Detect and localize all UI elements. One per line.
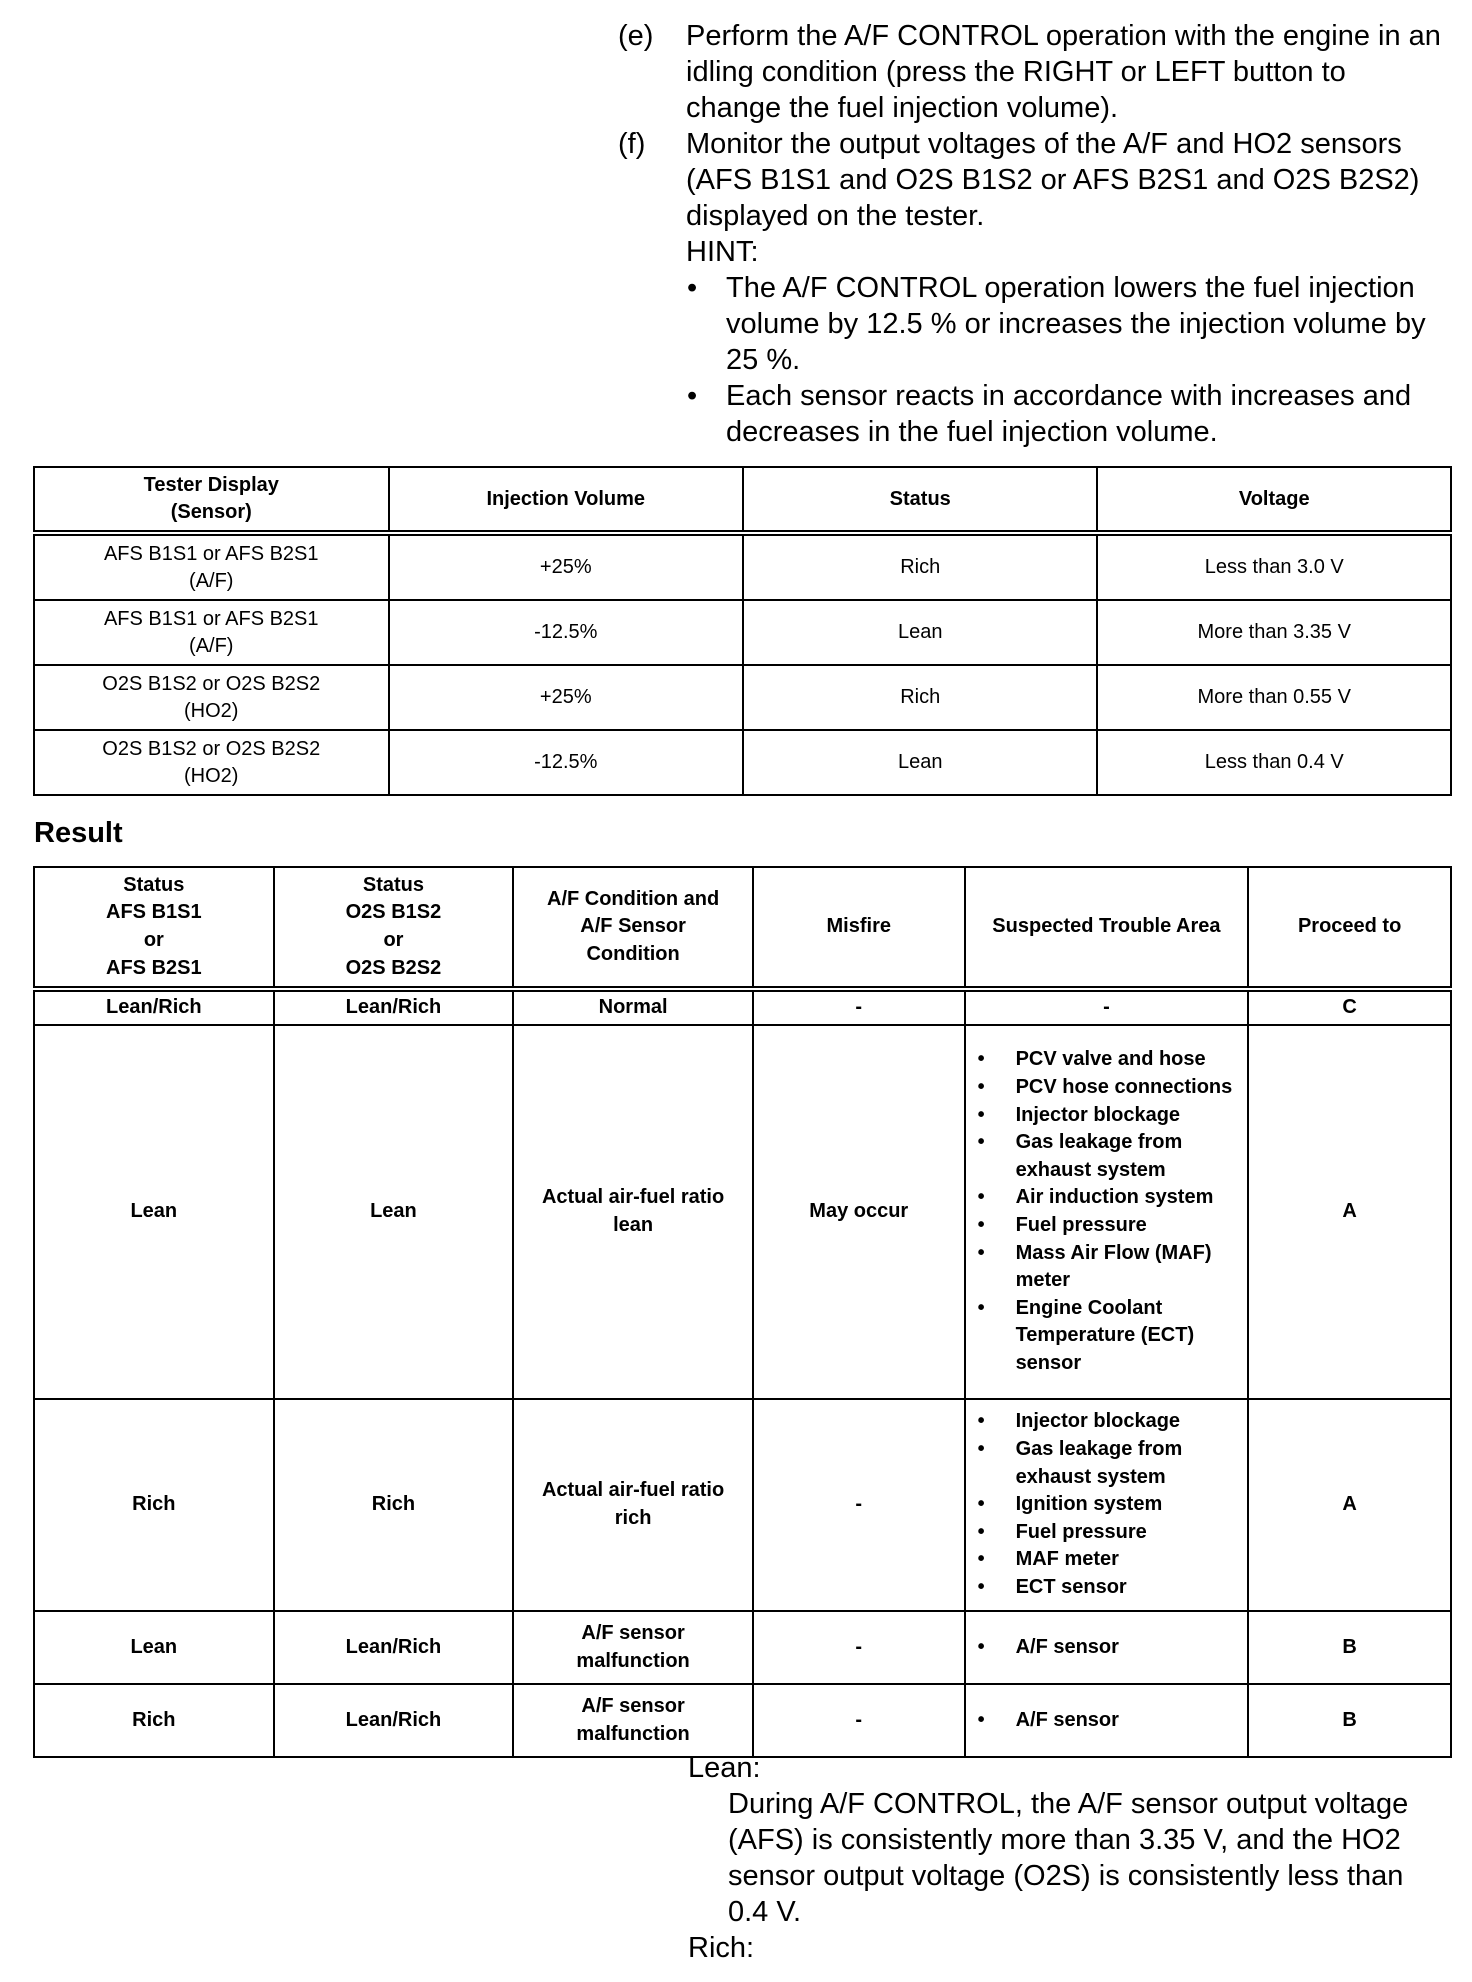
header-voltage: Voltage	[1097, 467, 1451, 533]
step-e	[618, 18, 1448, 126]
cell-proceed: B	[1248, 1611, 1451, 1684]
lean-description: During A/F CONTROL, the A/F sensor output voltage (AFS) is consistently more than 3.35 V, and the HO2 sensor output voltage (O2S) is consistently less than 0.4 V.	[728, 1788, 1409, 1928]
cell-afs: Lean/Rich	[34, 989, 274, 1025]
cell-status: Lean	[743, 730, 1097, 795]
list-item: • ECT sensor	[974, 1574, 1242, 1602]
list-item: • PCV valve and hose	[974, 1046, 1242, 1074]
table-row	[34, 1025, 1451, 1399]
list-item: • A/F sensor	[974, 1634, 1242, 1662]
cell-voltage: Less than 3.0 V	[1097, 533, 1451, 600]
cell-condition: Actual air-fuel ratio rich	[513, 1399, 753, 1611]
list-item: • Fuel pressure	[974, 1212, 1242, 1240]
cell-misfire: -	[753, 989, 965, 1025]
list-item: • Engine Coolant Temperature (ECT) sensor	[974, 1295, 1242, 1378]
cell-proceed: A	[1248, 1399, 1451, 1611]
cell-o2s: Lean/Rich	[274, 1684, 514, 1757]
cell-o2s: Lean/Rich	[274, 1611, 514, 1684]
cell-o2s: Rich	[274, 1399, 514, 1611]
cell-area	[965, 1399, 1249, 1611]
trouble-area-list	[974, 1046, 1242, 1377]
list-item: • PCV hose connections	[974, 1074, 1242, 1102]
cell-misfire: -	[753, 1684, 965, 1757]
cell-voltage: Less than 0.4 V	[1097, 730, 1451, 795]
header-line: (Sensor)	[170, 501, 252, 523]
table-row	[34, 989, 1451, 1025]
header-o2s-status: Status O2S B1S2 or O2S B2S2	[274, 867, 514, 989]
cell-injection: +25%	[389, 533, 744, 600]
hint-list	[686, 270, 1448, 450]
header-af-condition: A/F Condition and A/F Sensor Condition	[513, 867, 753, 989]
cell-afs: Lean	[34, 1611, 274, 1684]
table-row	[34, 665, 1451, 730]
step-text: Perform the A/F CONTROL operation with the engine in an idling condition (press the RIGHT or LEFT button to change the fuel injection volume).	[686, 20, 1441, 124]
header-injection-volume: Injection Volume	[389, 467, 744, 533]
list-item: • Fuel pressure	[974, 1519, 1242, 1547]
table-row	[34, 533, 1451, 600]
cell-proceed: A	[1248, 1025, 1451, 1399]
cell-proceed: B	[1248, 1684, 1451, 1757]
step-f	[618, 126, 1448, 450]
lean-label: Lean:	[688, 1752, 761, 1784]
cell-area	[965, 1684, 1249, 1757]
list-item: • Injector blockage	[974, 1102, 1242, 1130]
result-table	[33, 866, 1452, 1758]
cell-afs: Rich	[34, 1684, 274, 1757]
rich-label: Rich:	[688, 1932, 755, 1964]
step-label: (f)	[618, 128, 646, 160]
cell-status: Rich	[743, 533, 1097, 600]
cell-proceed: C	[1248, 989, 1451, 1025]
list-item: • Gas leakage from exhaust system	[974, 1436, 1242, 1491]
cell-o2s: Lean	[274, 1025, 514, 1399]
cell-afs: Rich	[34, 1399, 274, 1611]
cell-injection: +25%	[389, 665, 744, 730]
header-line: Tester Display	[143, 474, 279, 496]
trouble-area-list	[974, 1634, 1242, 1662]
cell-area	[965, 1611, 1249, 1684]
header-proceed-to: Proceed to	[1248, 867, 1451, 989]
step-text: Monitor the output voltages of the A/F and HO2 sensors (AFS B1S1 and O2S B1S2 or AFS B2S1 and O2S B2S2) displayed on the tester.	[686, 128, 1420, 232]
cell-voltage: More than 0.55 V	[1097, 665, 1451, 730]
cell-condition: Normal	[513, 989, 753, 1025]
cell-condition: Actual air-fuel ratio lean	[513, 1025, 753, 1399]
hint-item: • Each sensor reacts in accordance with increases and decreases in the fuel injection volume.	[686, 378, 1448, 450]
header-suspected-area: Suspected Trouble Area	[965, 867, 1249, 989]
list-item: • Injector blockage	[974, 1408, 1242, 1436]
table-header-row	[34, 467, 1451, 533]
cell-area: -	[965, 989, 1249, 1025]
list-item: • A/F sensor	[974, 1707, 1242, 1735]
list-item: • Mass Air Flow (MAF) meter	[974, 1240, 1242, 1295]
list-item: • Gas leakage from exhaust system	[974, 1129, 1242, 1184]
header-tester-display	[34, 467, 389, 533]
cell-misfire: May occur	[753, 1025, 965, 1399]
cell-condition: A/F sensor malfunction	[513, 1611, 753, 1684]
list-item: • Air induction system	[974, 1184, 1242, 1212]
result-heading: Result	[34, 817, 123, 849]
trouble-area-list	[974, 1707, 1242, 1735]
cell-display: O2S B1S2 or O2S B2S2 (HO2)	[34, 730, 389, 795]
header-afs-status: Status AFS B1S1 or AFS B2S1	[34, 867, 274, 989]
table-header-row	[34, 867, 1451, 989]
cell-display: O2S B1S2 or O2S B2S2 (HO2)	[34, 665, 389, 730]
cell-afs: Lean	[34, 1025, 274, 1399]
list-item: • Ignition system	[974, 1491, 1242, 1519]
cell-status: Rich	[743, 665, 1097, 730]
table-row	[34, 600, 1451, 665]
table-row	[34, 730, 1451, 795]
result-notes	[688, 1750, 1448, 1966]
trouble-area-list	[974, 1408, 1242, 1601]
header-misfire: Misfire	[753, 867, 965, 989]
step-label: (e)	[618, 20, 654, 52]
cell-display: AFS B1S1 or AFS B2S1 (A/F)	[34, 600, 389, 665]
hint-title: HINT:	[686, 236, 759, 268]
cell-voltage: More than 3.35 V	[1097, 600, 1451, 665]
cell-area	[965, 1025, 1249, 1399]
cell-injection: -12.5%	[389, 730, 744, 795]
list-item: • MAF meter	[974, 1546, 1242, 1574]
cell-condition: A/F sensor malfunction	[513, 1684, 753, 1757]
hint-item: • The A/F CONTROL operation lowers the fuel injection volume by 12.5 % or increases the injection volume by 25 %.	[686, 270, 1448, 378]
cell-o2s: Lean/Rich	[274, 989, 514, 1025]
cell-display: AFS B1S1 or AFS B2S1 (A/F)	[34, 533, 389, 600]
cell-misfire: -	[753, 1611, 965, 1684]
instruction-steps	[618, 18, 1448, 450]
table-row	[34, 1611, 1451, 1684]
tester-display-table	[33, 466, 1452, 796]
table-row	[34, 1399, 1451, 1611]
cell-injection: -12.5%	[389, 600, 744, 665]
cell-misfire: -	[753, 1399, 965, 1611]
header-status: Status	[743, 467, 1097, 533]
table-row	[34, 1684, 1451, 1757]
cell-status: Lean	[743, 600, 1097, 665]
